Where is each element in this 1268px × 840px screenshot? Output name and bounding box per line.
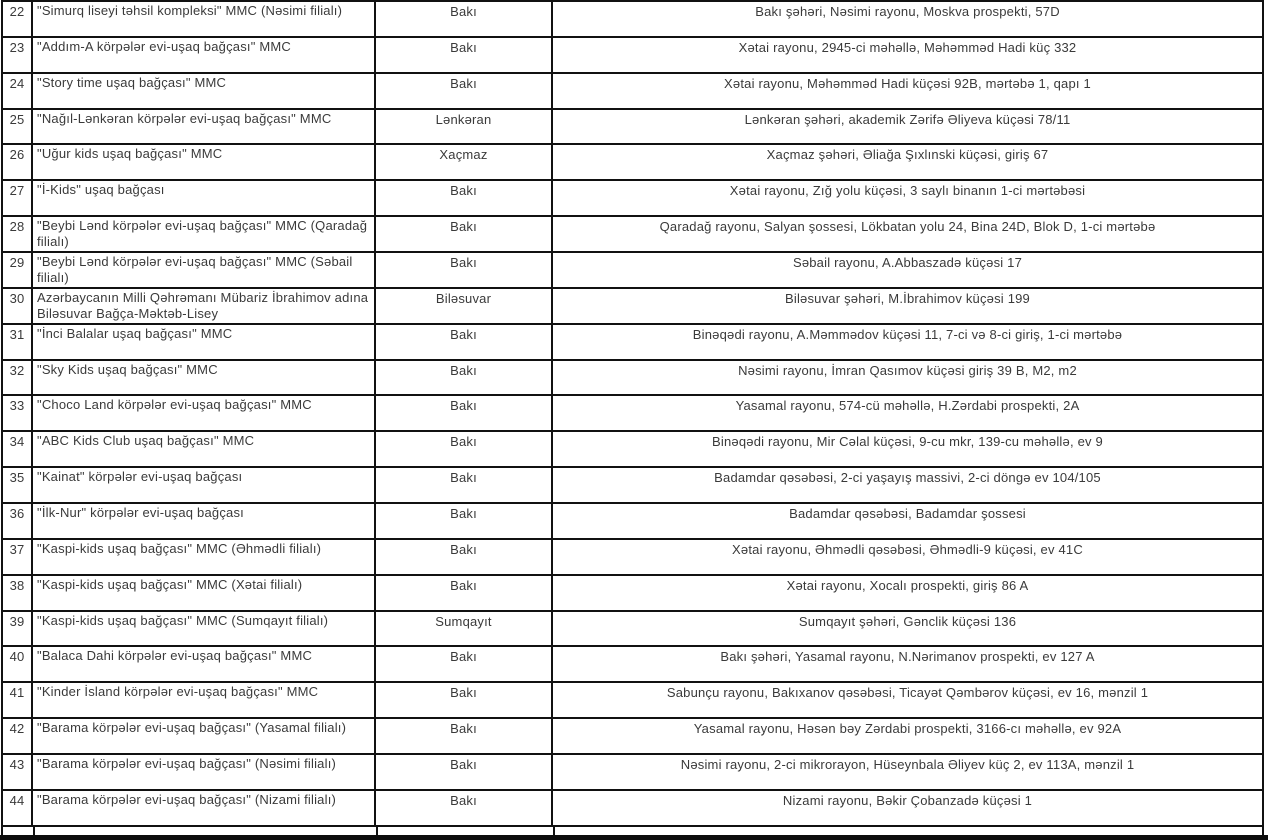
address-cell: Nizami rayonu, Bəkir Çobanzadə küçəsi 1	[553, 791, 1264, 827]
facility-name-cell: "Kaspi-kids uşaq bağçası" MMC (Sumqayıt filialı)	[33, 612, 376, 648]
city-cell: Bakı	[376, 325, 553, 361]
address-cell: Bakı şəhəri, Nəsimi rayonu, Moskva prospekti, 57D	[553, 2, 1264, 38]
row-number-cell: 33	[3, 396, 33, 432]
row-number-cell: 23	[3, 38, 33, 74]
address-cell: Sabunçu rayonu, Bakıxanov qəsəbəsi, Ticayət Qəmbərov küçəsi, ev 16, mənzil 1	[553, 683, 1264, 719]
directory-table	[1, 0, 1264, 827]
facility-name-cell: "Nağıl-Lənkəran körpələr evi-uşaq bağçası" MMC	[33, 110, 376, 146]
facility-name-cell: "İ-Kids" uşaq bağçası	[33, 181, 376, 217]
address-cell: Nəsimi rayonu, 2-ci mikrorayon, Hüseynbala Əliyev küç 2, ev 113A, mənzil 1	[553, 755, 1264, 791]
city-cell: Bakı	[376, 396, 553, 432]
address-cell: Sumqayıt şəhəri, Gənclik küçəsi 136	[553, 612, 1264, 648]
facility-name-cell: "Balaca Dahi körpələr evi-uşaq bağçası" MMC	[33, 647, 376, 683]
facility-name-cell: "Kinder İsland körpələr evi-uşaq bağçası" MMC	[33, 683, 376, 719]
facility-name-cell: "İnci Balalar uşaq bağçası" MMC	[33, 325, 376, 361]
facility-name-cell: "ABC Kids Club uşaq bağçası" MMC	[33, 432, 376, 468]
city-cell: Bakı	[376, 74, 553, 110]
address-cell: Yasamal rayonu, 574-cü məhəllə, H.Zərdabi prospekti, 2A	[553, 396, 1264, 432]
row-number-cell: 39	[3, 612, 33, 648]
address-cell: Binəqədi rayonu, A.Məmmədov küçəsi 11, 7-ci və 8-ci giriş, 1-ci mərtəbə	[553, 325, 1264, 361]
address-cell: Badamdar qəsəbəsi, 2-ci yaşayış massivi, 2-ci döngə ev 104/105	[553, 468, 1264, 504]
city-cell: Bakı	[376, 755, 553, 791]
address-cell: Binəqədi rayonu, Mir Cəlal küçəsi, 9-cu mkr, 139-cu məhəllə, ev 9	[553, 432, 1264, 468]
city-cell: Bakı	[376, 504, 553, 540]
facility-name-cell: "Barama körpələr evi-uşaq bağçası" (Nizami filialı)	[33, 791, 376, 827]
row-number-cell: 44	[3, 791, 33, 827]
row-number-cell: 40	[3, 647, 33, 683]
facility-name-cell: "Kaspi-kids uşaq bağçası" MMC (Xətai filialı)	[33, 576, 376, 612]
facility-name-cell: "Story time uşaq bağçası" MMC	[33, 74, 376, 110]
city-cell: Biləsuvar	[376, 289, 553, 325]
facility-name-cell: "Beybi Lənd körpələr evi-uşaq bağçası" MMC (Səbail filialı)	[33, 253, 376, 289]
row-number-cell: 31	[3, 325, 33, 361]
city-cell: Bakı	[376, 432, 553, 468]
facility-name-cell: "Sky Kids uşaq bağçası" MMC	[33, 361, 376, 397]
row-number-cell: 32	[3, 361, 33, 397]
address-cell: Xaçmaz şəhəri, Əliağa Şıxlınski küçəsi, giriş 67	[553, 145, 1264, 181]
city-cell: Bakı	[376, 468, 553, 504]
address-cell: Nəsimi rayonu, İmran Qasımov küçəsi giriş 39 B, M2, m2	[553, 361, 1264, 397]
bottom-thick-border	[0, 835, 1268, 840]
row-number-cell: 26	[3, 145, 33, 181]
city-cell: Xaçmaz	[376, 145, 553, 181]
row-number-cell: 30	[3, 289, 33, 325]
row-number-cell: 38	[3, 576, 33, 612]
city-cell: Bakı	[376, 683, 553, 719]
city-cell: Bakı	[376, 791, 553, 827]
row-number-cell: 29	[3, 253, 33, 289]
address-cell: Bakı şəhəri, Yasamal rayonu, N.Nərimanov prospekti, ev 127 A	[553, 647, 1264, 683]
address-cell: Yasamal rayonu, Həsən bəy Zərdabi prospekti, 3166-cı məhəllə, ev 92A	[553, 719, 1264, 755]
row-number-cell: 24	[3, 74, 33, 110]
city-cell: Bakı	[376, 38, 553, 74]
row-number-cell: 28	[3, 217, 33, 253]
facility-name-cell: Azərbaycanın Milli Qəhrəmanı Mübariz İbrahimov adına Biləsuvar Bağça-Məktəb-Lisey	[33, 289, 376, 325]
facility-name-cell: "Kaspi-kids uşaq bağçası" MMC (Əhmədli filialı)	[33, 540, 376, 576]
address-cell: Xətai rayonu, Zığ yolu küçəsi, 3 saylı binanın 1-ci mərtəbəsi	[553, 181, 1264, 217]
city-cell: Bakı	[376, 647, 553, 683]
address-cell: Səbail rayonu, A.Abbaszadə küçəsi 17	[553, 253, 1264, 289]
address-cell: Xətai rayonu, Əhmədli qəsəbəsi, Əhmədli-9 küçəsi, ev 41C	[553, 540, 1264, 576]
city-cell: Bakı	[376, 719, 553, 755]
row-number-cell: 43	[3, 755, 33, 791]
facility-name-cell: "Simurq liseyi təhsil kompleksi" MMC (Nəsimi filialı)	[33, 2, 376, 38]
facility-name-cell: "Kainat" körpələr evi-uşaq bağçası	[33, 468, 376, 504]
row-number-cell: 37	[3, 540, 33, 576]
facility-name-cell: "Choco Land körpələr evi-uşaq bağçası" MMC	[33, 396, 376, 432]
facility-name-cell: "Addım-A körpələr evi-uşaq bağçası" MMC	[33, 38, 376, 74]
city-cell: Bakı	[376, 217, 553, 253]
city-cell: Bakı	[376, 576, 553, 612]
row-number-cell: 42	[3, 719, 33, 755]
city-cell: Bakı	[376, 181, 553, 217]
address-cell: Badamdar qəsəbəsi, Badamdar şossesi	[553, 504, 1264, 540]
address-cell: Xətai rayonu, Xocalı prospekti, giriş 86 A	[553, 576, 1264, 612]
city-cell: Bakı	[376, 2, 553, 38]
row-number-cell: 34	[3, 432, 33, 468]
address-cell: Biləsuvar şəhəri, M.İbrahimov küçəsi 199	[553, 289, 1264, 325]
address-cell: Xətai rayonu, Məhəmməd Hadi küçəsi 92B, mərtəbə 1, qapı 1	[553, 74, 1264, 110]
row-number-cell: 41	[3, 683, 33, 719]
facility-name-cell: "Beybi Lənd körpələr evi-uşaq bağçası" MMC (Qaradağ filialı)	[33, 217, 376, 253]
row-number-cell: 22	[3, 2, 33, 38]
facility-name-cell: "İlk-Nur" körpələr evi-uşaq bağçası	[33, 504, 376, 540]
city-cell: Lənkəran	[376, 110, 553, 146]
address-cell: Xətai rayonu, 2945-ci məhəllə, Məhəmməd Hadi küç 332	[553, 38, 1264, 74]
row-number-cell: 35	[3, 468, 33, 504]
address-cell: Lənkəran şəhəri, akademik Zərifə Əliyeva küçəsi 78/11	[553, 110, 1264, 146]
facility-name-cell: "Uğur kids uşaq bağçası" MMC	[33, 145, 376, 181]
city-cell: Sumqayıt	[376, 612, 553, 648]
row-number-cell: 27	[3, 181, 33, 217]
row-number-cell: 25	[3, 110, 33, 146]
city-cell: Bakı	[376, 540, 553, 576]
city-cell: Bakı	[376, 361, 553, 397]
city-cell: Bakı	[376, 253, 553, 289]
row-number-cell: 36	[3, 504, 33, 540]
address-cell: Qaradağ rayonu, Salyan şossesi, Lökbatan yolu 24, Bina 24D, Blok D, 1-ci mərtəbə	[553, 217, 1264, 253]
facility-name-cell: "Barama körpələr evi-uşaq bağçası" (Nəsimi filialı)	[33, 755, 376, 791]
facility-name-cell: "Barama körpələr evi-uşaq bağçası" (Yasamal filialı)	[33, 719, 376, 755]
